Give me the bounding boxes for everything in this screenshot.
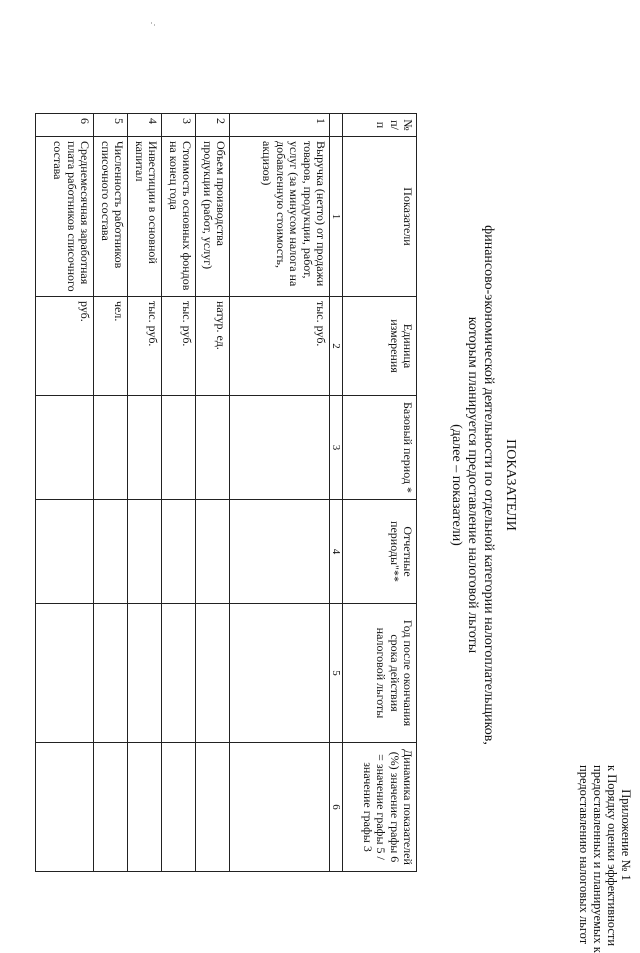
col-number: 5 [330,604,343,743]
row-num: 2 [196,114,230,137]
row-unit: натур. ед. [196,297,230,396]
table-row [196,114,230,872]
header-row [343,114,417,872]
row-indicator: Стоимость основных фондов на конец года [162,137,196,297]
header-unit: Единица измерения [343,297,417,396]
appendix-line-3: предоставленных и планируемых к [591,765,605,953]
header-num: № п/п [343,114,417,137]
scan-speck [151,22,152,24]
col-number: 4 [330,500,343,604]
title-line-3: которым планируется предоставление налоговой льготы [465,316,480,654]
table-row [36,114,94,872]
col-number: 6 [330,743,343,872]
col-number: 1 [330,137,343,297]
col-number [330,114,343,137]
table-row [94,114,128,872]
row-num: 4 [128,114,162,137]
appendix-line-4: предоставлению налоговых льгот [577,765,591,945]
row-indicator: Среднемесячная заработная плата работников списочного состава [36,137,94,297]
header-indicator: Показатели [343,137,417,297]
row-num: 1 [230,114,330,137]
header-year-after: Год после окончания срока действия налоговой льготы [343,604,417,743]
table-row [230,114,330,872]
appendix-line-1: Приложение № 1 [619,789,633,881]
title-line-2: финансово-экономической деятельности по отдельной категории налогоплательщиков, [481,225,496,745]
indicators-table [35,113,417,872]
row-unit: руб. [36,297,94,396]
table-row [128,114,162,872]
row-unit: тыс. руб. [128,297,162,396]
row-unit: тыс. руб. [230,297,330,396]
col-number: 3 [330,396,343,500]
title-line-4: (далее – показатели) [449,424,464,546]
document-title: ПОКАЗАТЕЛИ [503,439,518,531]
row-unit: тыс. руб. [162,297,196,396]
row-indicator: Выручка (нетто) от продажи товаров, продукции, работ, услуг (за минусом налога на добавленную стоимость, акцизов) [230,137,330,297]
header-reporting-periods: Отчетные периоды"** [343,500,417,604]
scan-speck [154,24,155,26]
row-indicator: Объем производства продукции (работ, услуг) [196,137,230,297]
header-dynamics: Динамика показателей (%) значение графы 6 = значение графы 5 / значение графы 3 [343,743,417,872]
row-indicator: Численность работников списочного состава [94,137,128,297]
row-indicator: Инвестиции в основной капитал [128,137,162,297]
appendix-line-2: к Порядку оценки эффективности [605,765,619,947]
header-base-period: Базовый период * [343,396,417,500]
row-num: 5 [94,114,128,137]
row-num: 6 [36,114,94,137]
row-num: 3 [162,114,196,137]
column-number-row [330,114,343,872]
row-unit: чел. [94,297,128,396]
col-number: 2 [330,297,343,396]
table-row [162,114,196,872]
